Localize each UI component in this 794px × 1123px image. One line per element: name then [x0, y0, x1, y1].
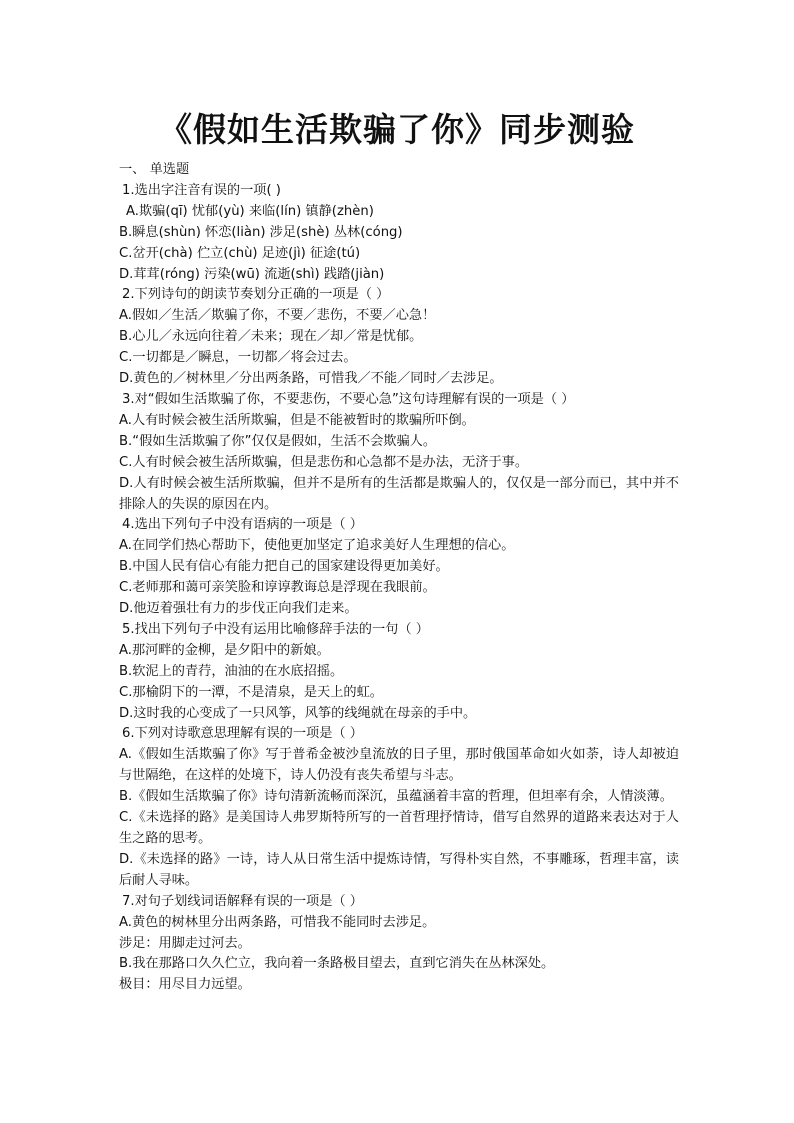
question-1-option-a[interactable]: A.欺骗(qī) 忧郁(yù) 来临(lín) 镇静(zhèn): [126, 203, 374, 219]
question-7-stem: 7.对句子划线词语解释有误的一项是（ ）: [122, 893, 363, 909]
question-1-stem: 1.选出字注音有误的一项( ): [122, 182, 281, 198]
question-6-option-a[interactable]: A.《假如生活欺骗了你》写于普希金被沙皇流放的日子里，那时俄国革命如火如荼，诗人却被迫与世隔绝，在这样的处境下，诗人仍没有丧失希望与斗志。: [119, 747, 679, 784]
question-4-stem: 4.选出下列句子中没有语病的一项是（ ）: [122, 517, 363, 533]
question-3-option-a[interactable]: A.人有时候会被生活所欺骗，但是不能被暂时的欺骗所吓倒。: [119, 412, 475, 428]
question-list: [119, 160, 679, 996]
question-5-stem: 5.找出下列句子中没有运用比喻修辞手法的一句（ ）: [122, 621, 429, 637]
question-6-stem: 6.下列对诗歌意思理解有误的一项是（ ）: [122, 726, 363, 742]
question-7-option-a[interactable]: A.黄色的树林里分出两条路，可惜我不能同时去涉足。: [119, 914, 436, 930]
question-5-option-d[interactable]: D.这时我的心变成了一只风筝，风筝的线绳就在母亲的手中。: [119, 705, 477, 721]
question-4-option-a[interactable]: A.在同学们热心帮助下，使他更加坚定了追求美好人生理想的信心。: [119, 538, 515, 554]
question-6-option-b[interactable]: B.《假如生活欺骗了你》诗句清新流畅而深沉，虽蕴涵着丰富的哲理，但坦率有余，人情淡薄。: [119, 789, 673, 805]
question-5-option-c[interactable]: C.那榆阴下的一潭，不是清泉，是天上的虹。: [119, 684, 383, 700]
question-5-option-b[interactable]: B.软泥上的青荇，油油的在水底招摇。: [119, 663, 344, 679]
question-7-option-a-note: 涉足：用脚走过河去。: [119, 935, 251, 951]
question-5-option-a[interactable]: A.那河畔的金柳，是夕阳中的新娘。: [119, 642, 330, 658]
question-7-option-b[interactable]: B.我在那路口久久伫立，我向着一条路极目望去，直到它消失在丛林深处。: [119, 956, 555, 972]
question-1-option-c[interactable]: C.岔开(chà) 伫立(chù) 足迹(jì) 征途(tú): [119, 245, 361, 261]
question-1-option-b[interactable]: B.瞬息(shùn) 怀恋(liàn) 涉足(shè) 丛林(cóng): [119, 224, 403, 240]
question-4-option-c[interactable]: C.老师那和蔼可亲笑脸和谆谆教诲总是浮现在我眼前。: [119, 580, 436, 596]
question-2-stem: 2.下列诗句的朗读节奏划分正确的一项是（ ）: [122, 287, 390, 303]
question-3-option-b[interactable]: B.“假如生活欺骗了你”仅仅是假如，生活不会欺骗人。: [119, 433, 437, 449]
question-2-option-d[interactable]: D.黄色的／树林里／分出两条路，可惜我／不能／同时／去涉足。: [119, 371, 503, 387]
question-3-option-c[interactable]: C.人有时候会被生活所欺骗，但是悲伤和心急都不是办法，无济于事。: [119, 454, 529, 470]
section-heading: 一、 单选题: [119, 162, 190, 177]
question-7-option-b-note: 极目：用尽目力远望。: [119, 977, 251, 993]
question-2-option-a[interactable]: A.假如／生活／欺骗了你，不要／悲伤，不要／心急！: [119, 308, 436, 324]
question-3-stem: 3.对“假如生活欺骗了你，不要悲伤，不要心急”这句诗理解有误的一项是（ ）: [122, 391, 575, 407]
question-1-option-d[interactable]: D.茸茸(róng) 污染(wū) 流逝(shì) 践踏(jiàn): [119, 266, 385, 282]
question-6-option-d[interactable]: D.《未选择的路》一诗，诗人从日常生活中提炼诗情，写得朴实自然，不事雕琢，哲理丰富，读后耐人寻味。: [119, 851, 679, 888]
question-4-option-b[interactable]: B.中国人民有信心有能力把自己的国家建设得更加美好。: [119, 559, 449, 575]
question-2-option-c[interactable]: C.一切都是／瞬息，一切都／将会过去。: [119, 350, 357, 366]
question-3-option-d[interactable]: D.人有时候会被生活所欺骗，但并不是所有的生活都是欺骗人的，仅仅是一部分而已，其中并不排除人的失误的原因在内。: [119, 475, 679, 512]
question-2-option-b[interactable]: B.心儿／永远向往着／未来；现在／却／常是忧郁。: [119, 329, 423, 345]
question-4-option-d[interactable]: D.他迈着强壮有力的步伐正向我们走来。: [119, 601, 358, 617]
document-title: 《假如生活欺骗了你》同步测验: [159, 110, 635, 149]
question-6-option-c[interactable]: C.《未选择的路》是美国诗人弗罗斯特所写的一首哲理抒情诗，借写自然界的道路来表达对于人生之路的思考。: [119, 810, 679, 846]
